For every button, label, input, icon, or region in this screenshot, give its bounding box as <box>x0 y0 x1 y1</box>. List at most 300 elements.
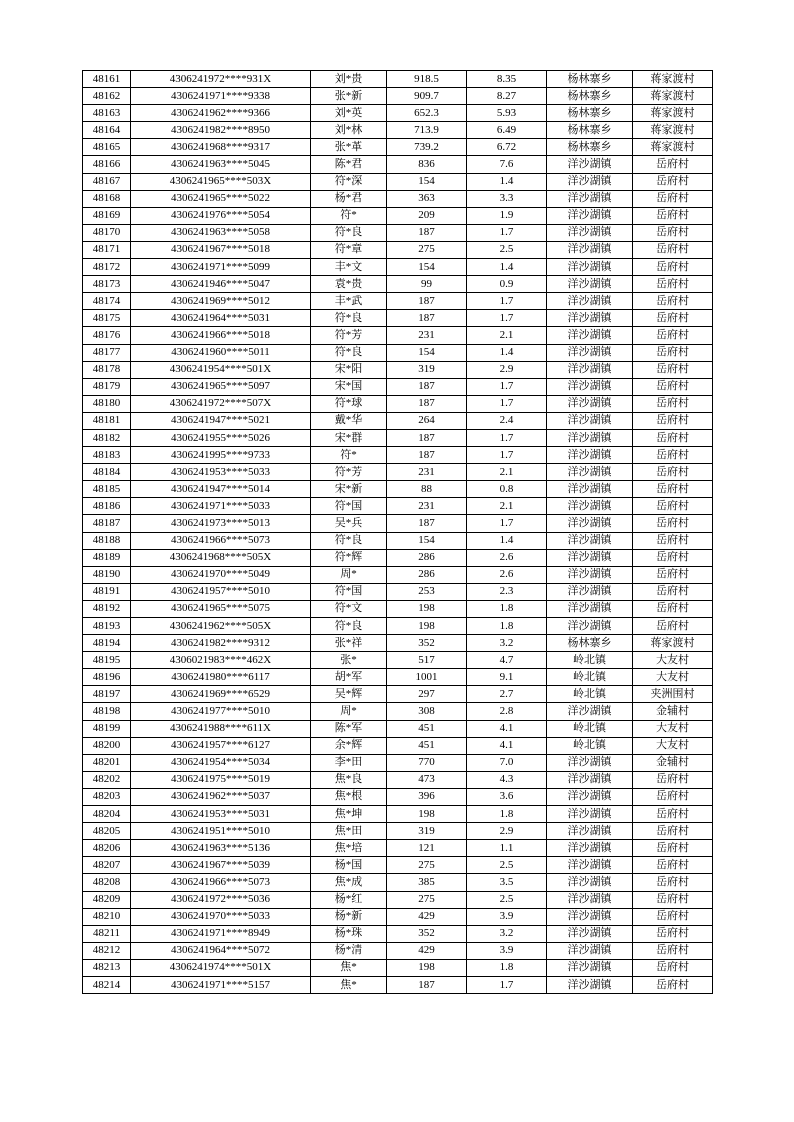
records-table-body <box>83 71 713 994</box>
amount: 352 <box>387 925 467 942</box>
amount: 770 <box>387 754 467 771</box>
amount: 429 <box>387 942 467 959</box>
table-row <box>83 959 713 976</box>
township: 岭北镇 <box>547 720 633 737</box>
table-row <box>83 788 713 805</box>
rate: 4.3 <box>467 771 547 788</box>
seq-number: 48193 <box>83 618 131 635</box>
seq-number: 48161 <box>83 71 131 88</box>
rate: 1.9 <box>467 207 547 224</box>
rate: 3.6 <box>467 788 547 805</box>
village: 岳府村 <box>633 583 713 600</box>
village: 蒋家渡村 <box>633 71 713 88</box>
table-row <box>83 378 713 395</box>
seq-number: 48211 <box>83 925 131 942</box>
village: 岳府村 <box>633 874 713 891</box>
village: 岳府村 <box>633 959 713 976</box>
rate: 8.27 <box>467 88 547 105</box>
person-name: 张*祥 <box>311 635 387 652</box>
village: 岳府村 <box>633 515 713 532</box>
rate: 1.7 <box>467 976 547 993</box>
village: 岳府村 <box>633 976 713 993</box>
amount: 154 <box>387 344 467 361</box>
table-row <box>83 88 713 105</box>
rate: 1.8 <box>467 618 547 635</box>
amount: 275 <box>387 241 467 258</box>
rate: 1.8 <box>467 600 547 617</box>
amount: 429 <box>387 908 467 925</box>
person-name: 宋*国 <box>311 378 387 395</box>
rate: 2.8 <box>467 703 547 720</box>
seq-number: 48195 <box>83 652 131 669</box>
id-number: 4306241954****501X <box>131 361 311 378</box>
village: 大友村 <box>633 737 713 754</box>
village: 蒋家渡村 <box>633 635 713 652</box>
rate: 1.4 <box>467 344 547 361</box>
table-row <box>83 71 713 88</box>
table-row <box>83 190 713 207</box>
rate: 5.93 <box>467 105 547 122</box>
person-name: 符*国 <box>311 583 387 600</box>
id-number: 4306241980****6117 <box>131 669 311 686</box>
village: 大友村 <box>633 720 713 737</box>
person-name: 吴*兵 <box>311 515 387 532</box>
amount: 187 <box>387 447 467 464</box>
township: 洋沙湖镇 <box>547 361 633 378</box>
rate: 3.5 <box>467 874 547 891</box>
amount: 319 <box>387 361 467 378</box>
township: 洋沙湖镇 <box>547 840 633 857</box>
id-number: 4306241975****5019 <box>131 771 311 788</box>
village: 岳府村 <box>633 207 713 224</box>
seq-number: 48176 <box>83 327 131 344</box>
township: 洋沙湖镇 <box>547 925 633 942</box>
amount: 154 <box>387 173 467 190</box>
amount: 297 <box>387 686 467 703</box>
amount: 198 <box>387 618 467 635</box>
village: 岳府村 <box>633 344 713 361</box>
person-name: 陈*君 <box>311 156 387 173</box>
amount: 187 <box>387 515 467 532</box>
township: 岭北镇 <box>547 652 633 669</box>
township: 洋沙湖镇 <box>547 549 633 566</box>
amount: 652.3 <box>387 105 467 122</box>
person-name: 焦*良 <box>311 771 387 788</box>
person-name: 符* <box>311 447 387 464</box>
person-name: 周* <box>311 703 387 720</box>
person-name: 焦* <box>311 959 387 976</box>
township: 洋沙湖镇 <box>547 771 633 788</box>
village: 大友村 <box>633 652 713 669</box>
rate: 1.7 <box>467 395 547 412</box>
id-number: 4306241966****5073 <box>131 874 311 891</box>
village: 岳府村 <box>633 840 713 857</box>
amount: 231 <box>387 327 467 344</box>
amount: 517 <box>387 652 467 669</box>
amount: 396 <box>387 788 467 805</box>
amount: 154 <box>387 532 467 549</box>
seq-number: 48175 <box>83 310 131 327</box>
table-row <box>83 806 713 823</box>
seq-number: 48190 <box>83 566 131 583</box>
seq-number: 48194 <box>83 635 131 652</box>
seq-number: 48212 <box>83 942 131 959</box>
table-row <box>83 669 713 686</box>
table-row <box>83 412 713 429</box>
table-row <box>83 976 713 993</box>
village: 岳府村 <box>633 156 713 173</box>
table-row <box>83 464 713 481</box>
amount: 275 <box>387 857 467 874</box>
seq-number: 48203 <box>83 788 131 805</box>
village: 岳府村 <box>633 241 713 258</box>
person-name: 符*文 <box>311 600 387 617</box>
seq-number: 48184 <box>83 464 131 481</box>
person-name: 袁*贵 <box>311 276 387 293</box>
person-name: 焦*成 <box>311 874 387 891</box>
seq-number: 48201 <box>83 754 131 771</box>
seq-number: 48179 <box>83 378 131 395</box>
township: 洋沙湖镇 <box>547 276 633 293</box>
id-number: 4306241976****5054 <box>131 207 311 224</box>
id-number: 4306241972****931X <box>131 71 311 88</box>
id-number: 4306241951****5010 <box>131 823 311 840</box>
id-number: 4306241965****5022 <box>131 190 311 207</box>
township: 洋沙湖镇 <box>547 464 633 481</box>
table-row <box>83 874 713 891</box>
table-row <box>83 429 713 446</box>
person-name: 符* <box>311 207 387 224</box>
rate: 2.7 <box>467 686 547 703</box>
seq-number: 48209 <box>83 891 131 908</box>
rate: 6.72 <box>467 139 547 156</box>
table-row <box>83 908 713 925</box>
village: 岳府村 <box>633 293 713 310</box>
person-name: 符*芳 <box>311 327 387 344</box>
person-name: 焦*坤 <box>311 806 387 823</box>
township: 洋沙湖镇 <box>547 395 633 412</box>
amount: 198 <box>387 806 467 823</box>
id-number: 4306241960****5011 <box>131 344 311 361</box>
id-number: 4306241972****5036 <box>131 891 311 908</box>
township: 洋沙湖镇 <box>547 429 633 446</box>
amount: 187 <box>387 310 467 327</box>
id-number: 4306241965****503X <box>131 173 311 190</box>
rate: 3.2 <box>467 635 547 652</box>
seq-number: 48172 <box>83 259 131 276</box>
seq-number: 48181 <box>83 412 131 429</box>
id-number: 4306241982****8950 <box>131 122 311 139</box>
amount: 99 <box>387 276 467 293</box>
person-name: 焦*培 <box>311 840 387 857</box>
township: 杨林寨乡 <box>547 105 633 122</box>
table-row <box>83 720 713 737</box>
table-row <box>83 498 713 515</box>
township: 杨林寨乡 <box>547 635 633 652</box>
person-name: 符*国 <box>311 498 387 515</box>
township: 洋沙湖镇 <box>547 207 633 224</box>
id-number: 4306241964****5031 <box>131 310 311 327</box>
township: 岭北镇 <box>547 737 633 754</box>
village: 岳府村 <box>633 259 713 276</box>
township: 岭北镇 <box>547 686 633 703</box>
table-row <box>83 618 713 635</box>
seq-number: 48191 <box>83 583 131 600</box>
amount: 264 <box>387 412 467 429</box>
seq-number: 48164 <box>83 122 131 139</box>
amount: 451 <box>387 720 467 737</box>
table-row <box>83 156 713 173</box>
seq-number: 48210 <box>83 908 131 925</box>
id-number: 4306241953****5033 <box>131 464 311 481</box>
village: 岳府村 <box>633 327 713 344</box>
village: 岳府村 <box>633 378 713 395</box>
township: 洋沙湖镇 <box>547 515 633 532</box>
village: 岳府村 <box>633 412 713 429</box>
person-name: 丰*文 <box>311 259 387 276</box>
seq-number: 48197 <box>83 686 131 703</box>
seq-number: 48182 <box>83 429 131 446</box>
person-name: 杨*清 <box>311 942 387 959</box>
rate: 3.9 <box>467 908 547 925</box>
rate: 8.35 <box>467 71 547 88</box>
township: 洋沙湖镇 <box>547 908 633 925</box>
village: 岳府村 <box>633 447 713 464</box>
village: 岳府村 <box>633 925 713 942</box>
village: 岳府村 <box>633 566 713 583</box>
id-number: 4306241947****5014 <box>131 481 311 498</box>
amount: 231 <box>387 464 467 481</box>
township: 洋沙湖镇 <box>547 310 633 327</box>
village: 大友村 <box>633 669 713 686</box>
township: 洋沙湖镇 <box>547 566 633 583</box>
rate: 0.8 <box>467 481 547 498</box>
rate: 1.7 <box>467 515 547 532</box>
person-name: 宋*新 <box>311 481 387 498</box>
village: 岳府村 <box>633 908 713 925</box>
rate: 9.1 <box>467 669 547 686</box>
village: 岳府村 <box>633 481 713 498</box>
rate: 3.3 <box>467 190 547 207</box>
person-name: 刘*英 <box>311 105 387 122</box>
table-row <box>83 635 713 652</box>
id-number: 4306241973****5013 <box>131 515 311 532</box>
records-table <box>82 70 713 994</box>
amount: 308 <box>387 703 467 720</box>
person-name: 杨*红 <box>311 891 387 908</box>
person-name: 张*新 <box>311 88 387 105</box>
township: 杨林寨乡 <box>547 139 633 156</box>
village: 岳府村 <box>633 771 713 788</box>
rate: 2.6 <box>467 566 547 583</box>
rate: 6.49 <box>467 122 547 139</box>
seq-number: 48189 <box>83 549 131 566</box>
id-number: 4306241964****5072 <box>131 942 311 959</box>
seq-number: 48171 <box>83 241 131 258</box>
person-name: 宋*阳 <box>311 361 387 378</box>
table-row <box>83 395 713 412</box>
person-name: 符*章 <box>311 241 387 258</box>
table-row <box>83 686 713 703</box>
village: 蒋家渡村 <box>633 122 713 139</box>
amount: 121 <box>387 840 467 857</box>
rate: 2.3 <box>467 583 547 600</box>
amount: 352 <box>387 635 467 652</box>
rate: 4.1 <box>467 737 547 754</box>
rate: 2.6 <box>467 549 547 566</box>
township: 岭北镇 <box>547 669 633 686</box>
township: 洋沙湖镇 <box>547 583 633 600</box>
seq-number: 48169 <box>83 207 131 224</box>
township: 洋沙湖镇 <box>547 481 633 498</box>
amount: 253 <box>387 583 467 600</box>
person-name: 戴*华 <box>311 412 387 429</box>
id-number: 4306241974****501X <box>131 959 311 976</box>
amount: 909.7 <box>387 88 467 105</box>
table-row <box>83 549 713 566</box>
id-number: 4306241969****5012 <box>131 293 311 310</box>
person-name: 杨*新 <box>311 908 387 925</box>
id-number: 4306241963****5045 <box>131 156 311 173</box>
person-name: 周* <box>311 566 387 583</box>
village: 岳府村 <box>633 361 713 378</box>
rate: 2.5 <box>467 241 547 258</box>
rate: 7.0 <box>467 754 547 771</box>
village: 岳府村 <box>633 429 713 446</box>
table-row <box>83 276 713 293</box>
table-row <box>83 566 713 583</box>
village: 岳府村 <box>633 857 713 874</box>
table-row <box>83 942 713 959</box>
person-name: 宋*群 <box>311 429 387 446</box>
township: 杨林寨乡 <box>547 122 633 139</box>
village: 蒋家渡村 <box>633 105 713 122</box>
township: 洋沙湖镇 <box>547 378 633 395</box>
table-row <box>83 600 713 617</box>
village: 蒋家渡村 <box>633 88 713 105</box>
rate: 1.4 <box>467 173 547 190</box>
village: 岳府村 <box>633 618 713 635</box>
table-row <box>83 122 713 139</box>
person-name: 符*芳 <box>311 464 387 481</box>
id-number: 4306241969****6529 <box>131 686 311 703</box>
village: 岳府村 <box>633 173 713 190</box>
seq-number: 48173 <box>83 276 131 293</box>
rate: 7.6 <box>467 156 547 173</box>
seq-number: 48168 <box>83 190 131 207</box>
table-row <box>83 481 713 498</box>
id-number: 4306241968****9317 <box>131 139 311 156</box>
amount: 154 <box>387 259 467 276</box>
person-name: 刘*贵 <box>311 71 387 88</box>
person-name: 符*良 <box>311 310 387 327</box>
seq-number: 48166 <box>83 156 131 173</box>
amount: 187 <box>387 976 467 993</box>
id-number: 4306241957****6127 <box>131 737 311 754</box>
rate: 2.1 <box>467 464 547 481</box>
person-name: 李*田 <box>311 754 387 771</box>
township: 洋沙湖镇 <box>547 327 633 344</box>
seq-number: 48162 <box>83 88 131 105</box>
id-number: 4306241947****5021 <box>131 412 311 429</box>
id-number: 4306241971****5033 <box>131 498 311 515</box>
table-row <box>83 823 713 840</box>
seq-number: 48163 <box>83 105 131 122</box>
seq-number: 48208 <box>83 874 131 891</box>
township: 洋沙湖镇 <box>547 498 633 515</box>
amount: 187 <box>387 378 467 395</box>
township: 洋沙湖镇 <box>547 874 633 891</box>
table-row <box>83 139 713 156</box>
person-name: 吴*辉 <box>311 686 387 703</box>
table-row <box>83 361 713 378</box>
amount: 739.2 <box>387 139 467 156</box>
amount: 363 <box>387 190 467 207</box>
id-number: 4306241963****5136 <box>131 840 311 857</box>
id-number: 4306241971****5099 <box>131 259 311 276</box>
id-number: 4306241963****5058 <box>131 224 311 241</box>
township: 洋沙湖镇 <box>547 891 633 908</box>
id-number: 4306241970****5049 <box>131 566 311 583</box>
amount: 187 <box>387 224 467 241</box>
seq-number: 48170 <box>83 224 131 241</box>
amount: 198 <box>387 600 467 617</box>
rate: 1.7 <box>467 310 547 327</box>
rate: 1.8 <box>467 806 547 823</box>
person-name: 陈*军 <box>311 720 387 737</box>
table-row <box>83 703 713 720</box>
seq-number: 48204 <box>83 806 131 823</box>
seq-number: 48202 <box>83 771 131 788</box>
rate: 2.1 <box>467 498 547 515</box>
rate: 3.2 <box>467 925 547 942</box>
village: 岳府村 <box>633 464 713 481</box>
table-row <box>83 771 713 788</box>
table-row <box>83 259 713 276</box>
seq-number: 48185 <box>83 481 131 498</box>
table-row <box>83 224 713 241</box>
person-name: 杨*珠 <box>311 925 387 942</box>
table-row <box>83 857 713 874</box>
amount: 187 <box>387 429 467 446</box>
amount: 918.5 <box>387 71 467 88</box>
person-name: 符*良 <box>311 618 387 635</box>
township: 洋沙湖镇 <box>547 293 633 310</box>
seq-number: 48196 <box>83 669 131 686</box>
id-number: 4306241967****5039 <box>131 857 311 874</box>
rate: 1.7 <box>467 293 547 310</box>
amount: 275 <box>387 891 467 908</box>
village: 岳府村 <box>633 600 713 617</box>
id-number: 4306241971****5157 <box>131 976 311 993</box>
township: 洋沙湖镇 <box>547 156 633 173</box>
table-row <box>83 241 713 258</box>
id-number: 4306021983****462X <box>131 652 311 669</box>
person-name: 张* <box>311 652 387 669</box>
seq-number: 48178 <box>83 361 131 378</box>
village: 岳府村 <box>633 498 713 515</box>
rate: 4.7 <box>467 652 547 669</box>
township: 杨林寨乡 <box>547 88 633 105</box>
seq-number: 48198 <box>83 703 131 720</box>
township: 洋沙湖镇 <box>547 823 633 840</box>
id-number: 4306241966****5073 <box>131 532 311 549</box>
seq-number: 48174 <box>83 293 131 310</box>
amount: 198 <box>387 959 467 976</box>
village: 岳府村 <box>633 549 713 566</box>
id-number: 4306241966****5018 <box>131 327 311 344</box>
person-name: 焦*田 <box>311 823 387 840</box>
